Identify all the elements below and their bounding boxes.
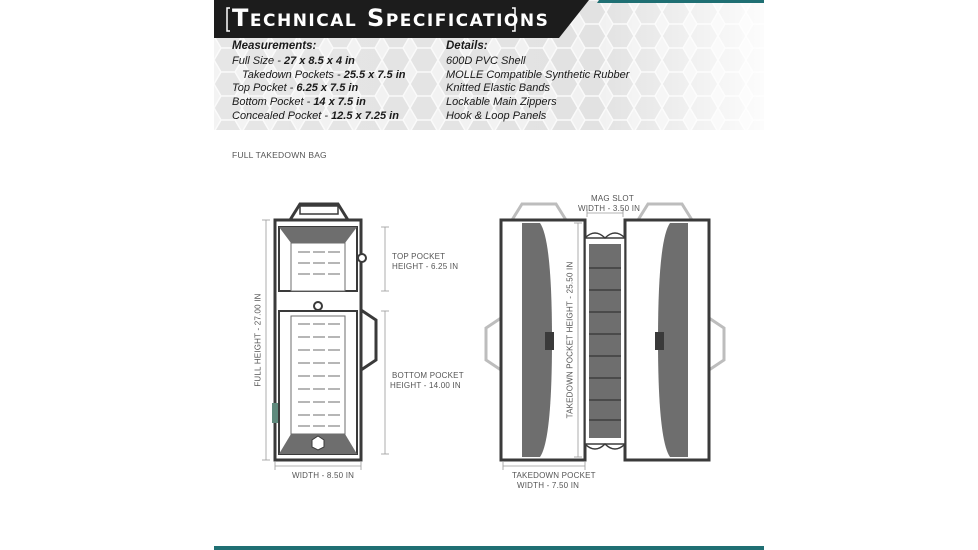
section-label: FULL TAKEDOWN BAG [232,150,327,160]
page-title: Technical Specifications [232,4,550,32]
measurement-row: Bottom Pocket - 14 x 7.5 in [232,96,366,109]
bottom-pocket-height-label: HEIGHT - 14.00 IN [390,381,461,390]
takedown-pocket-width-label: WIDTH - 7.50 IN [517,481,580,490]
measurement-row: Concealed Pocket - 12.5 x 7.25 in [232,109,399,122]
top-pocket-height-label: HEIGHT - 6.25 IN [392,262,459,271]
front-bag-illustration [272,204,376,460]
mag-slot-width-label: WIDTH - 3.50 IN [578,204,641,213]
footer-accent-bar [214,546,764,550]
open-bag-illustration [486,204,724,460]
bottom-pocket-label: BOTTOM POCKET [392,371,464,380]
width-label: WIDTH - 8.50 IN [292,471,355,480]
detail-row: 600D PVC Shell [446,54,526,67]
mag-slot-label: MAG SLOT [591,194,634,203]
measurements-heading: Measurements: [232,40,317,52]
top-pocket-label: TOP POCKET [392,252,446,261]
takedown-pocket-label: TAKEDOWN POCKET [512,471,596,480]
detail-row: MOLLE Compatible Synthetic Rubber [446,68,630,81]
full-height-label: FULL HEIGHT - 27.00 IN [253,293,263,387]
takedown-pocket-height-label: TAKEDOWN POCKET HEIGHT - 25.50 IN [565,261,575,419]
detail-row: Lockable Main Zippers [446,96,557,109]
measurement-row: Takedown Pockets - 25.5 x 7.5 in [242,68,406,81]
details-heading: Details: [446,40,488,52]
detail-row: Hook & Loop Panels [446,109,547,122]
detail-row: Knitted Elastic Bands [446,82,550,95]
measurement-row: Top Pocket - 6.25 x 7.5 in [232,82,359,95]
measurement-row: Full Size - 27 x 8.5 x 4 in [232,54,355,67]
